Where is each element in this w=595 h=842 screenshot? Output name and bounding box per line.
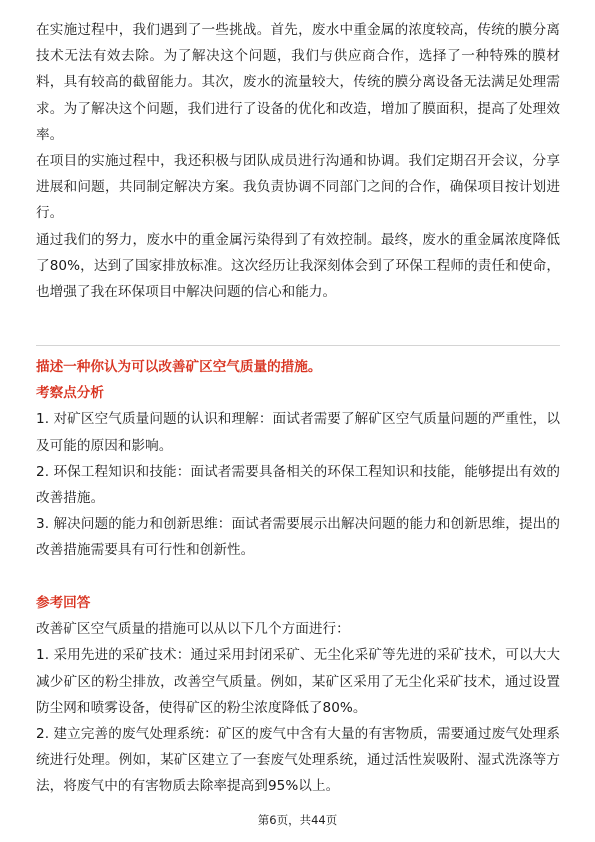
answer-item-1: 1. 采用先进的采矿技术：通过采用封闭采矿、无尘化采矿等先进的采矿技术，可以大大减少矿区的粉尘排放，改善空气质量。例如，某矿区采用了无尘化采矿技术，通过设置防尘网和喷雾设备，使得矿区的粉尘浓度降低了80%。 xyxy=(36,647,560,716)
experience-section xyxy=(36,17,560,305)
paragraph-coordination: 在项目的实施过程中，我还积极与团队成员进行沟通和协调。我们定期召开会议，分享进展和问题，共同制定解决方案。我负责协调不同部门之间的合作，确保项目按计划进行。 xyxy=(36,153,560,222)
analysis-item-2: 2. 环保工程知识和技能：面试者需要具备相关的环保工程知识和技能，能够提出有效的改善措施。 xyxy=(36,463,560,507)
answer-item-2: 2. 建立完善的废气处理系统：矿区的废气中含有大量的有害物质，需要通过废气处理系统进行处理。例如，某矿区建立了一套废气处理系统，通过活性炭吸附、湿式洗涤等方法，将废气中的有害物质去除率提高到95%以上。 xyxy=(36,726,560,795)
question-title: 描述一种你认为可以改善矿区空气质量的措施。 xyxy=(36,359,322,375)
paragraph-result: 通过我们的努力，废水中的重金属污染得到了有效控制。最终，废水的重金属浓度降低了80%，达到了国家排放标准。这次经历让我深刻体会到了环保工程师的责任和使命，也增强了我在环保项目中解决问题的信心和能力。 xyxy=(36,231,560,301)
analysis-item-3: 3. 解决问题的能力和创新思维：面试者需要展示出解决问题的能力和创新思维，提出的改善措施需要具有可行性和创新性。 xyxy=(36,516,560,559)
page-number: 第6页，共44页 xyxy=(257,813,338,827)
answer-heading: 参考回答 xyxy=(36,595,91,611)
paragraph-challenges: 在实施过程中，我们遇到了一些挑战。首先，废水中重金属的浓度较高，传统的膜分离技术无法有效去除。为了解决这个问题，我们与供应商合作，选择了一种特殊的膜材料，具有较高的截留能力。其次，废水的流量较大，传统的膜分离设备无法满足处理需求。为了解决这个问题，我们进行了设备的优化和改造，增加了膜面积，提高了处理效率。 xyxy=(36,22,560,143)
answer-section xyxy=(36,590,560,800)
analysis-heading: 考察点分析 xyxy=(36,385,104,402)
section-divider xyxy=(36,345,560,346)
answer-intro: 改善矿区空气质量的措施可以从以下几个方面进行： xyxy=(36,621,350,638)
question-section xyxy=(36,354,560,564)
analysis-item-1: 1. 对矿区空气质量问题的认识和理解：面试者需要了解矿区空气质量问题的严重性，以及可能的原因和影响。 xyxy=(36,411,560,454)
